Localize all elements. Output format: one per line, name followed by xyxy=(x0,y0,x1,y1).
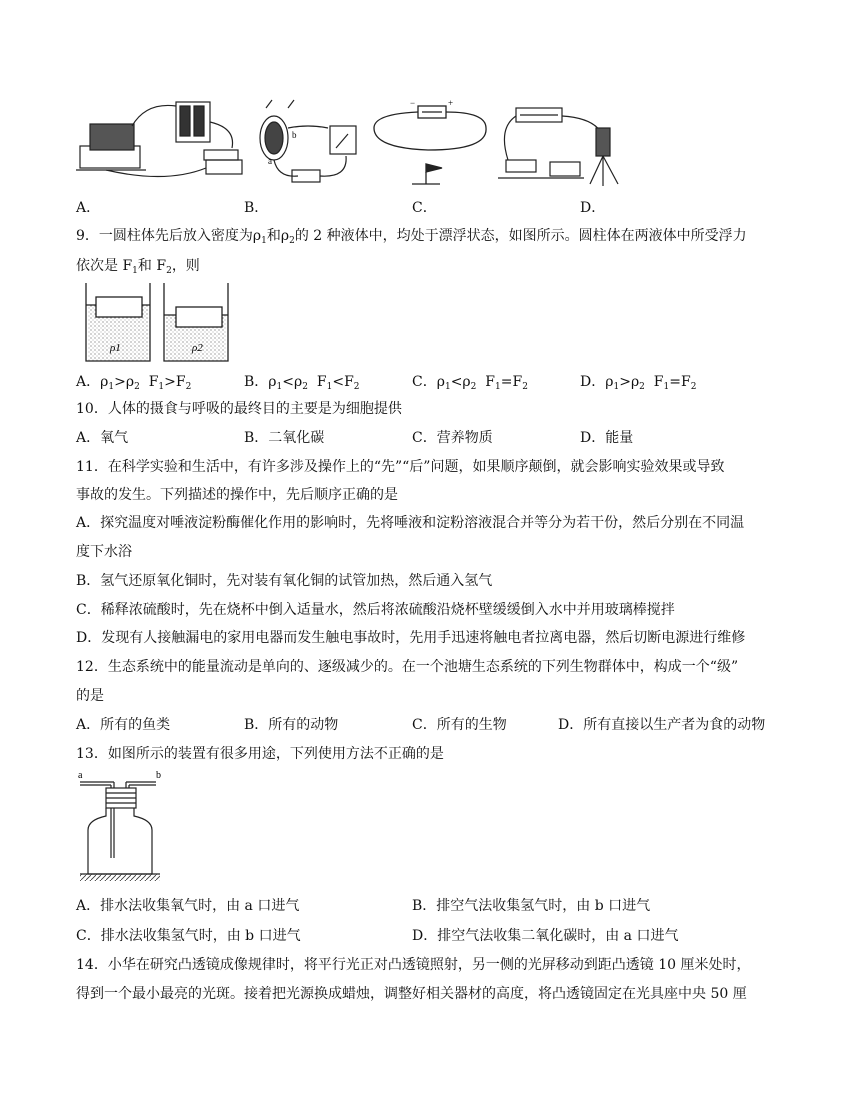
q14-stem-line2: 得到一个最小最亮的光斑。接着把光源换成蜡烛，调整好相关器材的高度，将凸透镜固定在光具座中央 50 厘 xyxy=(76,986,747,1002)
svg-text:a: a xyxy=(268,156,272,166)
q11-option-a-line2[interactable]: 度下水浴 xyxy=(76,544,132,560)
q9-beaker2-label: ρ2 xyxy=(192,342,203,354)
svg-text:+: + xyxy=(448,98,454,108)
q8-figure-b xyxy=(258,98,368,188)
q9-beaker-figure xyxy=(82,281,232,365)
q10-option-c[interactable]: C．营养物质 xyxy=(412,430,493,446)
q9-option-c[interactable]: C．$\rho_1<\rho_2$ $F_1=F_2$ xyxy=(412,374,528,392)
q13-label-b: b xyxy=(156,770,161,781)
q10-option-b[interactable]: B．二氧化碳 xyxy=(244,430,325,446)
q10-option-a[interactable]: A．氧气 xyxy=(76,430,129,446)
q8-option-d[interactable]: D． xyxy=(580,200,606,216)
svg-text:−: − xyxy=(410,98,416,108)
q9-stem-line1: 9．一圆柱体先后放入密度为$\rho_1$和$\rho_2$的 2 种液体中，均处于漂浮状态，如图所示。圆柱体在两液体中所受浮力 xyxy=(76,228,747,246)
q11-stem-line2: 事故的发生。下列描述的操作中，先后顺序正确的是 xyxy=(76,487,398,503)
q8-figure-d xyxy=(494,98,634,190)
q9-stem-line2: 依次是 $F_1$和 $F_2$，则 xyxy=(76,258,200,276)
q10-stem: 10．人体的摄食与呼吸的最终目的主要是为细胞提供 xyxy=(76,401,402,417)
q11-option-a-line1[interactable]: A．探究温度对唾液淀粉酶催化作用的影响时，先将唾液和淀粉溶液混合并等分为若干份，然后分别在不同温 xyxy=(76,515,745,531)
q12-stem-line1: 12．生态系统中的能量流动是单向的、逐级减少的。在一个池塘生态系统的下列生物群体中，构成一个“级” xyxy=(76,659,739,675)
q11-option-b[interactable]: B．氢气还原氧化铜时，先对装有氧化铜的试管加热，然后通入氢气 xyxy=(76,573,493,589)
q9-beaker1-label: ρ1 xyxy=(110,342,121,354)
q12-option-b[interactable]: B．所有的动物 xyxy=(244,717,339,733)
q13-gas-bottle-figure xyxy=(76,770,176,886)
q9-option-a[interactable]: A．$\rho_1>\rho_2$ $F_1>F_2$ xyxy=(76,374,192,392)
q12-stem-line2: 的是 xyxy=(76,688,104,704)
q13-option-c[interactable]: C．排水法收集氢气时，由 b 口进气 xyxy=(76,928,301,944)
q10-option-d[interactable]: D．能量 xyxy=(580,430,634,446)
q13-label-a: a xyxy=(78,770,83,781)
q11-stem-line1: 11．在科学实验和生活中，有许多涉及操作上的“先”“后”问题，如果顺序颠倒，就会影响实验效果或导致 xyxy=(76,459,725,475)
q8-option-b[interactable]: B． xyxy=(244,200,269,216)
q13-option-b[interactable]: B．排空气法收集氢气时，由 b 口进气 xyxy=(412,898,651,914)
q14-stem-line1: 14．小华在研究凸透镜成像规律时，将平行光正对凸透镜照射，另一侧的光屏移动到距凸透镜 10 厘米处时， xyxy=(76,957,751,973)
q9-option-d[interactable]: D．$\rho_1>\rho_2$ $F_1=F_2$ xyxy=(580,374,697,392)
q11-option-c[interactable]: C．稀释浓硫酸时，先在烧杯中倒入适量水，然后将浓硫酸沿烧杯壁缓缓倒入水中并用玻璃棒搅拌 xyxy=(76,602,675,618)
q13-stem: 13．如图所示的装置有很多用途，下列使用方法不正确的是 xyxy=(76,746,444,762)
q12-option-d[interactable]: D．所有直接以生产者为食的动物 xyxy=(558,717,766,733)
svg-text:b: b xyxy=(292,130,297,140)
q8-figure-c xyxy=(368,98,498,188)
q13-option-d[interactable]: D．排空气法收集二氧化碳时，由 a 口进气 xyxy=(412,928,679,944)
q11-option-d[interactable]: D．发现有人接触漏电的家用电器而发生触电事故时，先用手迅速将触电者拉离电器，然后切断电源进行维修 xyxy=(76,630,746,646)
q12-option-c[interactable]: C．所有的生物 xyxy=(412,717,507,733)
q13-option-a[interactable]: A．排水法收集氧气时，由 a 口进气 xyxy=(76,898,300,914)
q12-option-a[interactable]: A．所有的鱼类 xyxy=(76,717,171,733)
q9-option-b[interactable]: B．$\rho_1<\rho_2$ $F_1<F_2$ xyxy=(244,374,360,392)
q8-option-c[interactable]: C． xyxy=(412,200,437,216)
q8-figure-a xyxy=(76,98,246,184)
q8-option-a[interactable]: A． xyxy=(76,200,101,216)
